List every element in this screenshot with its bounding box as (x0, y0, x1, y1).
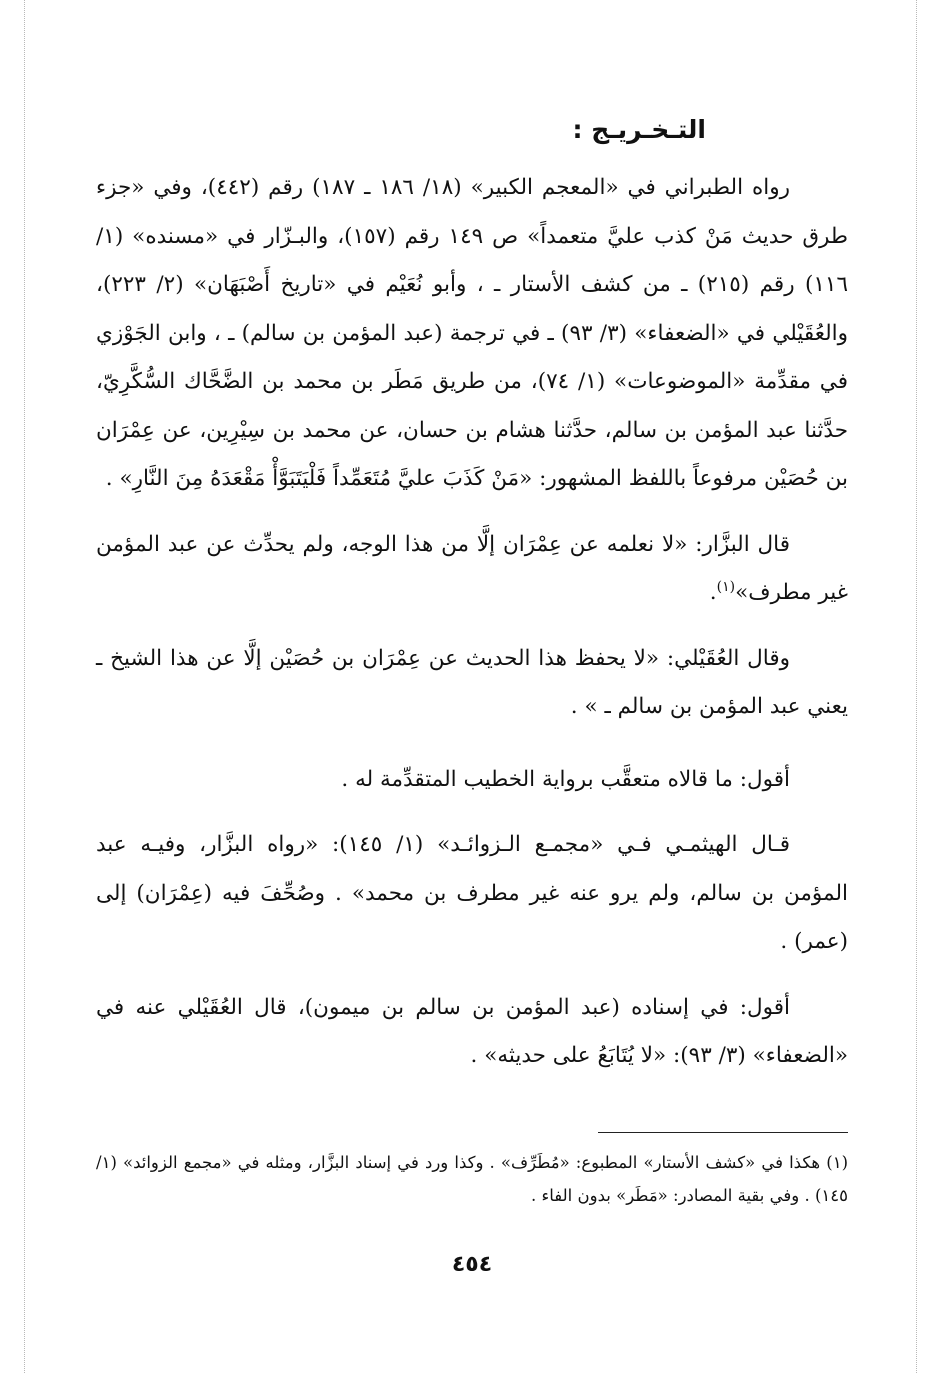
paragraph-comment-2: أقول: في إسناده (عبد المؤمن بن سالم بن ميمون)، قال العُقَيْلي عنه في «الضعفاء» (٣/ ٩٣): «لا يُتَابَعُ على حديثه» . (96, 994, 848, 1068)
paragraph-bazzar-quote (96, 521, 848, 618)
page-number: ٤٥٤ (451, 1252, 493, 1277)
paragraph-bazzar-text: قال البزَّار: «لا نعلمه عن عِمْرَان إلَّا من هذا الوجه، ولم يحدِّث عن عبد المؤمن غير مطرف» (96, 531, 848, 605)
paragraph-takhrij: رواه الطبراني في «المعجم الكبير» (١٨/ ١٨٦ ـ ١٨٧) رقم (٤٤٢)، وفي «جزء طرق حديث مَنْ كذب عليَّ متعمداً» ص ١٤٩ رقم (١٥٧)، والبـزّار في «مسنده» (١/ ١١٦) رقم (٢١٥) ـ من كشف الأستار ـ ، وأبو نُعَيْم في «تاريخ أَصْبَهَان» (٢/ ٢٢٣)، والعُقَيْلي في «الضعفاء» (٣/ ٩٣) ـ في ترجمة (عبد المؤمن بن سالم) ـ ، وابن الجَوْزي في مقدِّمة «الموضوعات» (١/ ٧٤)، من طريق مَطَر بن محمد بن الضَّحَّاك السُّكَّرِيّ، حدَّثنا عبد المؤمن بن سالم، حدَّثنا هشام بن حسان، عن محمد بن سِيْرِين، عن عِمْرَان بن حُصَيْن مرفوعاً باللفظ المشهور: «مَنْ كَذَبَ عليَّ مُتَعَمِّداً فَلْيَتَبَوَّأْ مَقْعَدَهُ مِنَ النَّارِ» . (96, 175, 849, 491)
scan-margin-line-right (916, 0, 917, 1373)
book-page (96, 100, 849, 1277)
footnote-1: (١) هكذا في «كشف الأستار» المطبوع: «مُطَرِّف» . وكذا ورد في إسناد البزَّار، ومثله في «مجمع الزوائد» (١/ ١٤٥) . وفي بقية المصادر: «مَطَر» بدون الفاء . (96, 1153, 848, 1205)
paragraph-bazzar-end: . (709, 580, 717, 605)
paragraph-haythami: قـال الهيثمـي فـي «مجمـع الـزوائـد» (١/ ١٤٥): «رواه البزَّار، وفيـه عبد المؤمن بن سالم، ولم يرو عنه غير مطرف بن محمد» . وصُحِّفَ فيه (عِمْرَان) إلى (عمر) . (96, 832, 848, 954)
footnote-divider (598, 1132, 848, 1133)
section-heading: التـخـريـج : (572, 115, 706, 144)
paragraph-comment-1: أقول: ما قالاه متعقَّب برواية الخطيب المتقدِّمة له . (341, 766, 790, 792)
scan-margin-line-left (24, 0, 25, 1373)
footnote-reference[interactable]: (١) (716, 578, 736, 595)
paragraph-uqayli-quote: وقال العُقَيْلي: «لا يحفظ هذا الحديث عن عِمْرَان بن حُصَيْن إلَّا عن هذا الشيخ ـ يعني عبد المؤمن بن سالم ـ » . (96, 645, 848, 719)
